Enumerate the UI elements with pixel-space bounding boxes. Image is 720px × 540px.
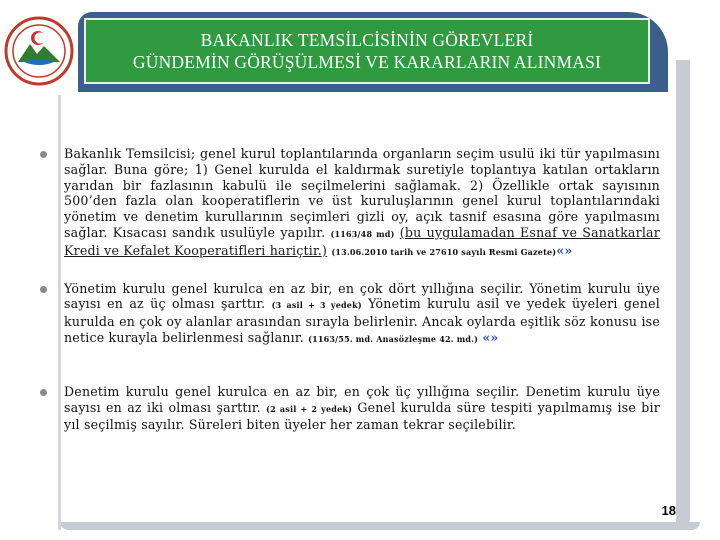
item-reference: (1163/48 md) — [330, 228, 395, 239]
bullet-icon — [40, 286, 47, 293]
title-banner — [84, 18, 650, 84]
item-text-2: Yönetim kurulu asil ve yedek üyeleri genel kurulda en çok oy alanlar arasından sırayla belirlenir. Ancak oylarda eşitlik söz konusu ise netice kurayla belirlenmesi sağlanır. — [64, 296, 660, 345]
title-line-2: GÜNDEMİN GÖRÜŞÜLMESİ VE KARARLARIN ALINMASI — [132, 52, 602, 72]
list-item — [40, 384, 660, 433]
bullet-icon — [40, 389, 47, 396]
item-text-2: Genel kurulda süre tespiti yapılmamış ise bir yıl seçilmiş sayılır. Süreleri biten üyeler her zaman tekrar seçilebilir. — [64, 399, 660, 433]
item-text: Denetim kurulu genel kurulca en az bir, en çok üç yıllığına seçilir. Denetim kurulu üye sayısı en az iki olması şarttır. — [64, 383, 660, 415]
bullet-icon — [40, 151, 47, 158]
nav-arrow-icon[interactable]: «» — [556, 242, 573, 258]
nav-arrow-icon[interactable]: «» — [482, 329, 499, 345]
page-number: 18 — [661, 503, 676, 518]
item-text: Bakanlık Temsilcisi; genel kurul toplantılarında organların seçim usulü iki tür yapılmasını sağlar. Buna göre; 1) Genel kurulda el kaldırmak suretiyle toplantıya katılan ortakların yarıdan bir fazlasının kabulü ile seçilmelerini sağlamak. 2) Özellikle ortak sayısının 500’den fazla olan kooperatiflerin ve üst kuruluşlarının genel kurul toplantılarındaki yönetim ve denetim kurullarının seçimleri gizli oy, açık tasnif esasına göre yapılmasını sağlar. Kısacası sandık usulüyle yapılır. — [64, 146, 660, 240]
list-item — [40, 146, 660, 261]
item-reference: (2 asil + 2 yedek) — [266, 403, 353, 414]
item-reference: (3 asil + 3 yedek) — [271, 300, 362, 311]
exception-link[interactable]: (bu uygulamadan Esnaf ve Sanatkarlar Kredi ve Kefalet Kooperatifleri hariçtir.) — [64, 224, 660, 258]
list-item — [40, 281, 660, 348]
slide-frame-right — [676, 60, 690, 530]
item-text: Yönetim kurulu genel kurulca en az bir, en çok dört yıllığına seçilir. Yönetim kurulu üye sayısı en az üç olması şarttır. — [64, 280, 660, 312]
slide-frame-bottom — [60, 522, 700, 530]
title-line-1: BAKANLIK TEMSİLCİSİNİN GÖREVLERİ — [200, 30, 534, 50]
item-note: (1163/55. md. Anasözleşme 42. md.) — [308, 333, 479, 344]
bullet-list — [40, 146, 660, 433]
item-note: (13.06.2010 tarih ve 27610 sayılı Resmi Gazete) — [331, 246, 557, 257]
ministry-emblem-icon — [4, 16, 74, 86]
